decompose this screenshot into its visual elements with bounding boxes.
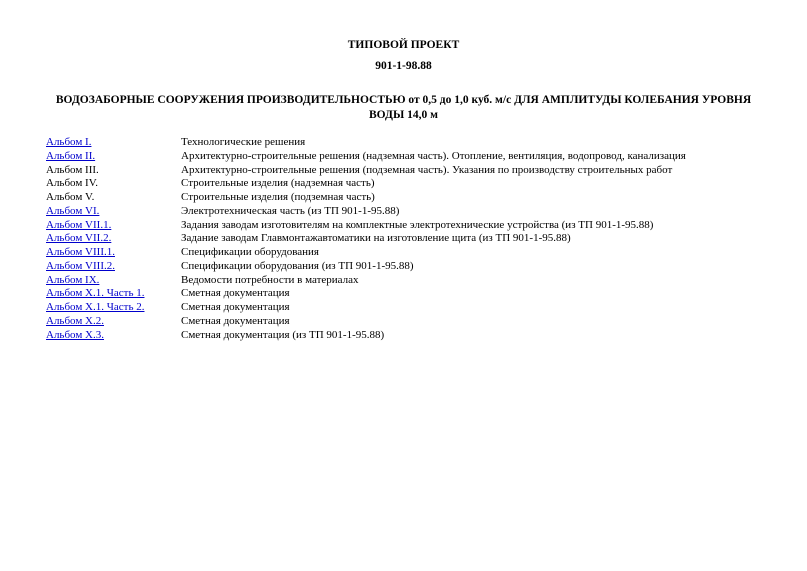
album-description: Задание заводам Главмонтажавтоматики на изготовление щита (из ТП 901-1-95.88) — [181, 232, 571, 245]
album-row — [46, 315, 786, 329]
album-row — [46, 177, 786, 191]
album-description: Сметная документация — [181, 314, 290, 327]
album-description: Сметная документация — [181, 287, 290, 300]
album-link[interactable]: Альбом I. — [46, 136, 92, 148]
album-link[interactable]: Альбом X.3. — [46, 328, 104, 341]
album-row — [46, 329, 786, 343]
album-row — [46, 274, 786, 288]
album-row — [46, 150, 786, 164]
album-link[interactable]: Альбом VII.1. — [46, 218, 112, 231]
project-type-heading: ТИПОВОЙ ПРОЕКТ — [347, 39, 460, 51]
album-row — [46, 205, 786, 219]
album-link[interactable]: Альбом X.1. Часть 2. — [46, 301, 145, 313]
project-title: ВОДОЗАБОРНЫЕ СООРУЖЕНИЯ ПРОИЗВОДИТЕЛЬНОСТЬЮ от 0,5 до 1,0 куб. м/с ДЛЯ АМПЛИТУДЫ КОЛЕБАНИЯ УРОВНЯ ВОДЫ 14,0 м — [55, 94, 752, 121]
album-link[interactable]: Альбом VII.2. — [46, 232, 112, 245]
album-label: Альбом IV. — [46, 177, 98, 190]
album-row — [46, 136, 786, 150]
album-description: Строительные изделия (надземная часть) — [181, 177, 375, 190]
album-row — [46, 219, 786, 233]
album-description: Ведомости потребности в материалах — [181, 273, 359, 286]
album-row — [46, 246, 786, 260]
album-list — [46, 136, 786, 342]
project-code-heading: 901-1-98.88 — [375, 60, 432, 72]
album-description: Электротехническая часть (из ТП 901-1-95.88) — [181, 204, 400, 217]
album-link[interactable]: Альбом IX. — [46, 273, 100, 286]
album-row — [46, 191, 786, 205]
album-link[interactable]: Альбом VIII.2. — [46, 259, 115, 272]
album-description: Технологические решения — [181, 136, 306, 148]
album-description: Архитектурно-строительные решения (подземная часть). Указания по производству строительных работ — [181, 163, 673, 176]
album-row — [46, 287, 786, 301]
album-description: Строительные изделия (подземная часть) — [181, 191, 375, 203]
album-row — [46, 164, 786, 178]
album-row — [46, 301, 786, 315]
album-link[interactable]: Альбом II. — [46, 149, 96, 162]
album-row — [46, 260, 786, 274]
album-label: Альбом III. — [46, 163, 99, 176]
album-link[interactable]: Альбом X.1. Часть 1. — [46, 287, 145, 300]
album-link[interactable]: Альбом X.2. — [46, 314, 104, 327]
album-description: Спецификации оборудования (из ТП 901-1-95.88) — [181, 259, 414, 272]
album-row — [46, 232, 786, 246]
album-link[interactable]: Альбом VI. — [46, 204, 100, 217]
album-label: Альбом V. — [46, 191, 95, 203]
album-description: Задания заводам изготовителям на комплектные электротехнические устройства (из ТП 901-1-95.88) — [181, 218, 654, 231]
album-description: Спецификации оборудования — [181, 246, 319, 258]
album-description: Сметная документация (из ТП 901-1-95.88) — [181, 328, 385, 341]
album-description: Сметная документация — [181, 301, 290, 313]
album-link[interactable]: Альбом VIII.1. — [46, 246, 115, 258]
album-description: Архитектурно-строительные решения (надземная часть). Отопление, вентиляция, водопровод, канализация — [181, 149, 686, 162]
